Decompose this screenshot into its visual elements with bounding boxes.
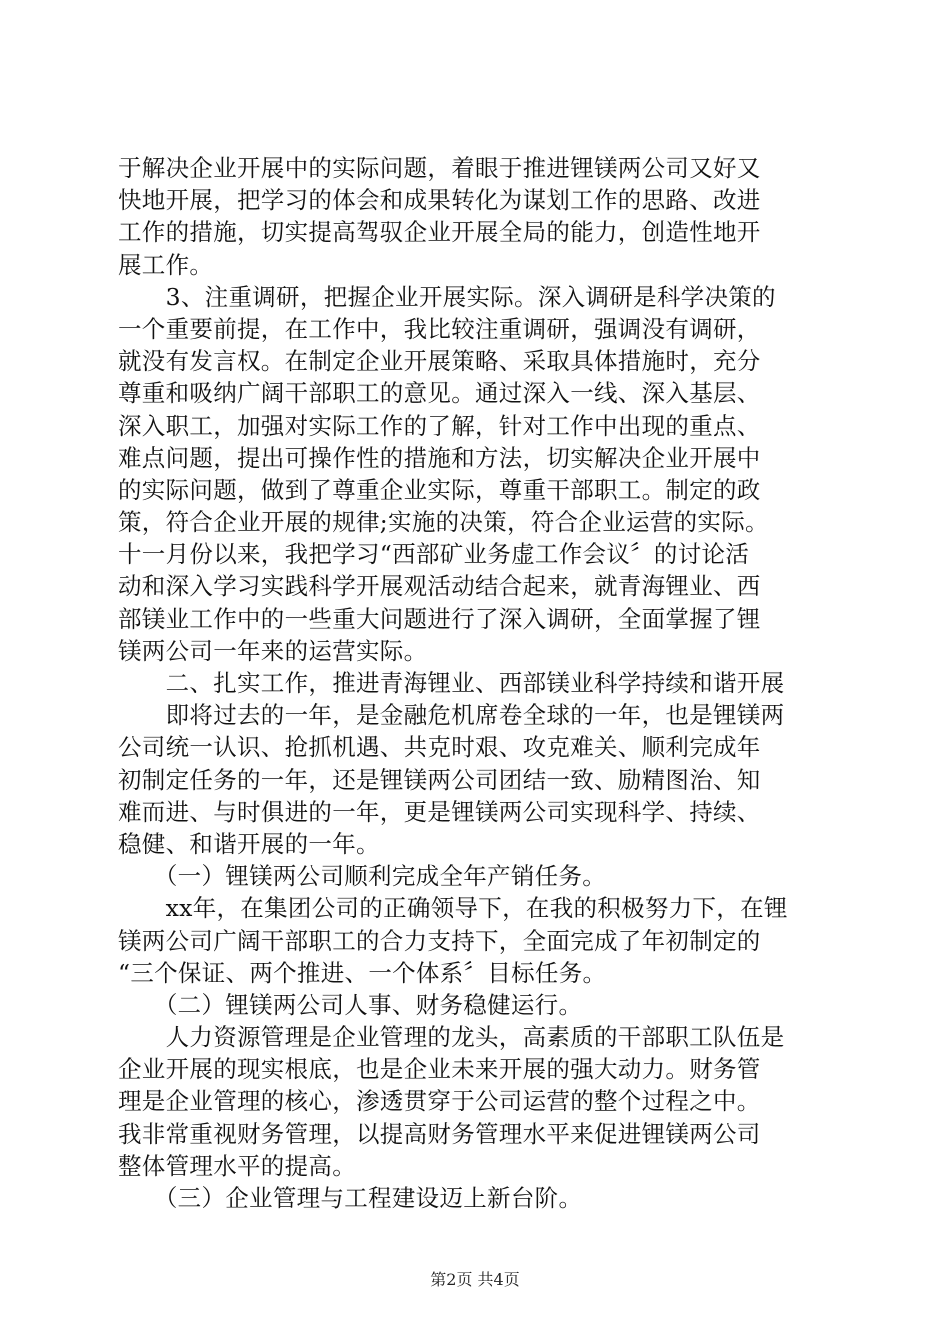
text-line: 就没有发言权。在制定企业开展策略、采取具体措施时，充分 (118, 347, 761, 376)
document-body (118, 152, 830, 1214)
text-line: 展工作。 (118, 250, 214, 279)
text-line: 工作的措施，切实提高驾驭企业开展全局的能力，创造性地开 (118, 218, 761, 247)
text-line: 难点问题，提出可操作性的措施和方法，切实解决企业开展中 (118, 443, 761, 472)
text-line: 整体管理水平的提高。 (118, 1151, 356, 1180)
subsection-heading: （一）锂镁两公司顺利完成全年产销任务。 (118, 862, 607, 891)
text-line: 企业开展的现实根底，也是企业未来开展的强大动力。财务管 (118, 1055, 761, 1084)
text-line: 公司统一认识、抢抓机遇、共克时艰、攻克难关、顺利完成年 (118, 733, 761, 762)
text-line: 快地开展，把学习的体会和成果转化为谋划工作的思路、改进 (118, 186, 761, 215)
text-line: 稳健、和谐开展的一年。 (118, 829, 380, 858)
text-line: 镁两公司广阔干部职工的合力支持下，全面完成了年初制定的 (118, 926, 761, 955)
text-line: 理是企业管理的核心，渗透贯穿于公司运营的整个过程之中。 (118, 1087, 761, 1116)
text-line: 深入职工，加强对实际工作的了解，针对工作中出现的重点、 (118, 411, 761, 440)
text-line: 镁两公司一年来的运营实际。 (118, 636, 428, 665)
text-line: 一个重要前提，在工作中，我比较注重调研，强调没有调研， (118, 314, 761, 343)
text-line: 人力资源管理是企业管理的龙头，高素质的干部职工队伍是 (118, 1023, 785, 1052)
text-line: 部镁业工作中的一些重大问题进行了深入调研，全面掌握了锂 (118, 604, 761, 633)
text-line: 十一月份以来，我把学习“西部矿业务虚工作会议〞的讨论活 (118, 540, 750, 569)
text-line: “三个保证、两个推进、一个体系〞目标任务。 (118, 958, 607, 987)
text-line: 的实际问题，做到了尊重企业实际，尊重干部职工。制定的政 (118, 475, 761, 504)
text-line: 尊重和吸纳广阔干部职工的意见。通过深入一线、深入基层、 (118, 379, 761, 408)
subsection-heading: （二）锂镁两公司人事、财务稳健运行。 (118, 990, 583, 1019)
text-line: 策，符合企业开展的规律;实施的决策，符合企业运营的实际。 (118, 508, 769, 537)
subsection-heading: （三）企业管理与工程建设迈上新台阶。 (118, 1184, 583, 1212)
text-line: xx年，在集团公司的正确领导下，在我的积极努力下，在锂 (118, 894, 788, 923)
text-line: 初制定任务的一年，还是锂镁两公司团结一致、励精图治、知 (118, 765, 761, 794)
text-line: 难而进、与时俱进的一年，更是锂镁两公司实现科学、持续、 (118, 797, 761, 826)
text-line: 即将过去的一年，是金融危机席卷全球的一年，也是锂镁两 (118, 701, 785, 730)
section-heading: 二、扎实工作，推进青海锂业、西部镁业科学持续和谐开展 (118, 669, 785, 697)
text-line: 我非常重视财务管理，以提高财务管理水平来促进锂镁两公司 (118, 1119, 761, 1148)
text-line: 动和深入学习实践科学开展观活动结合起来，就青海锂业、西 (118, 572, 761, 601)
page-number-label: 第2页 共4页 (430, 1270, 520, 1289)
page-footer (0, 1270, 950, 1290)
text-line: 3、注重调研，把握企业开展实际。深入调研是科学决策的 (118, 282, 776, 311)
text-line: 于解决企业开展中的实际问题，着眼于推进锂镁两公司又好又 (118, 154, 761, 182)
